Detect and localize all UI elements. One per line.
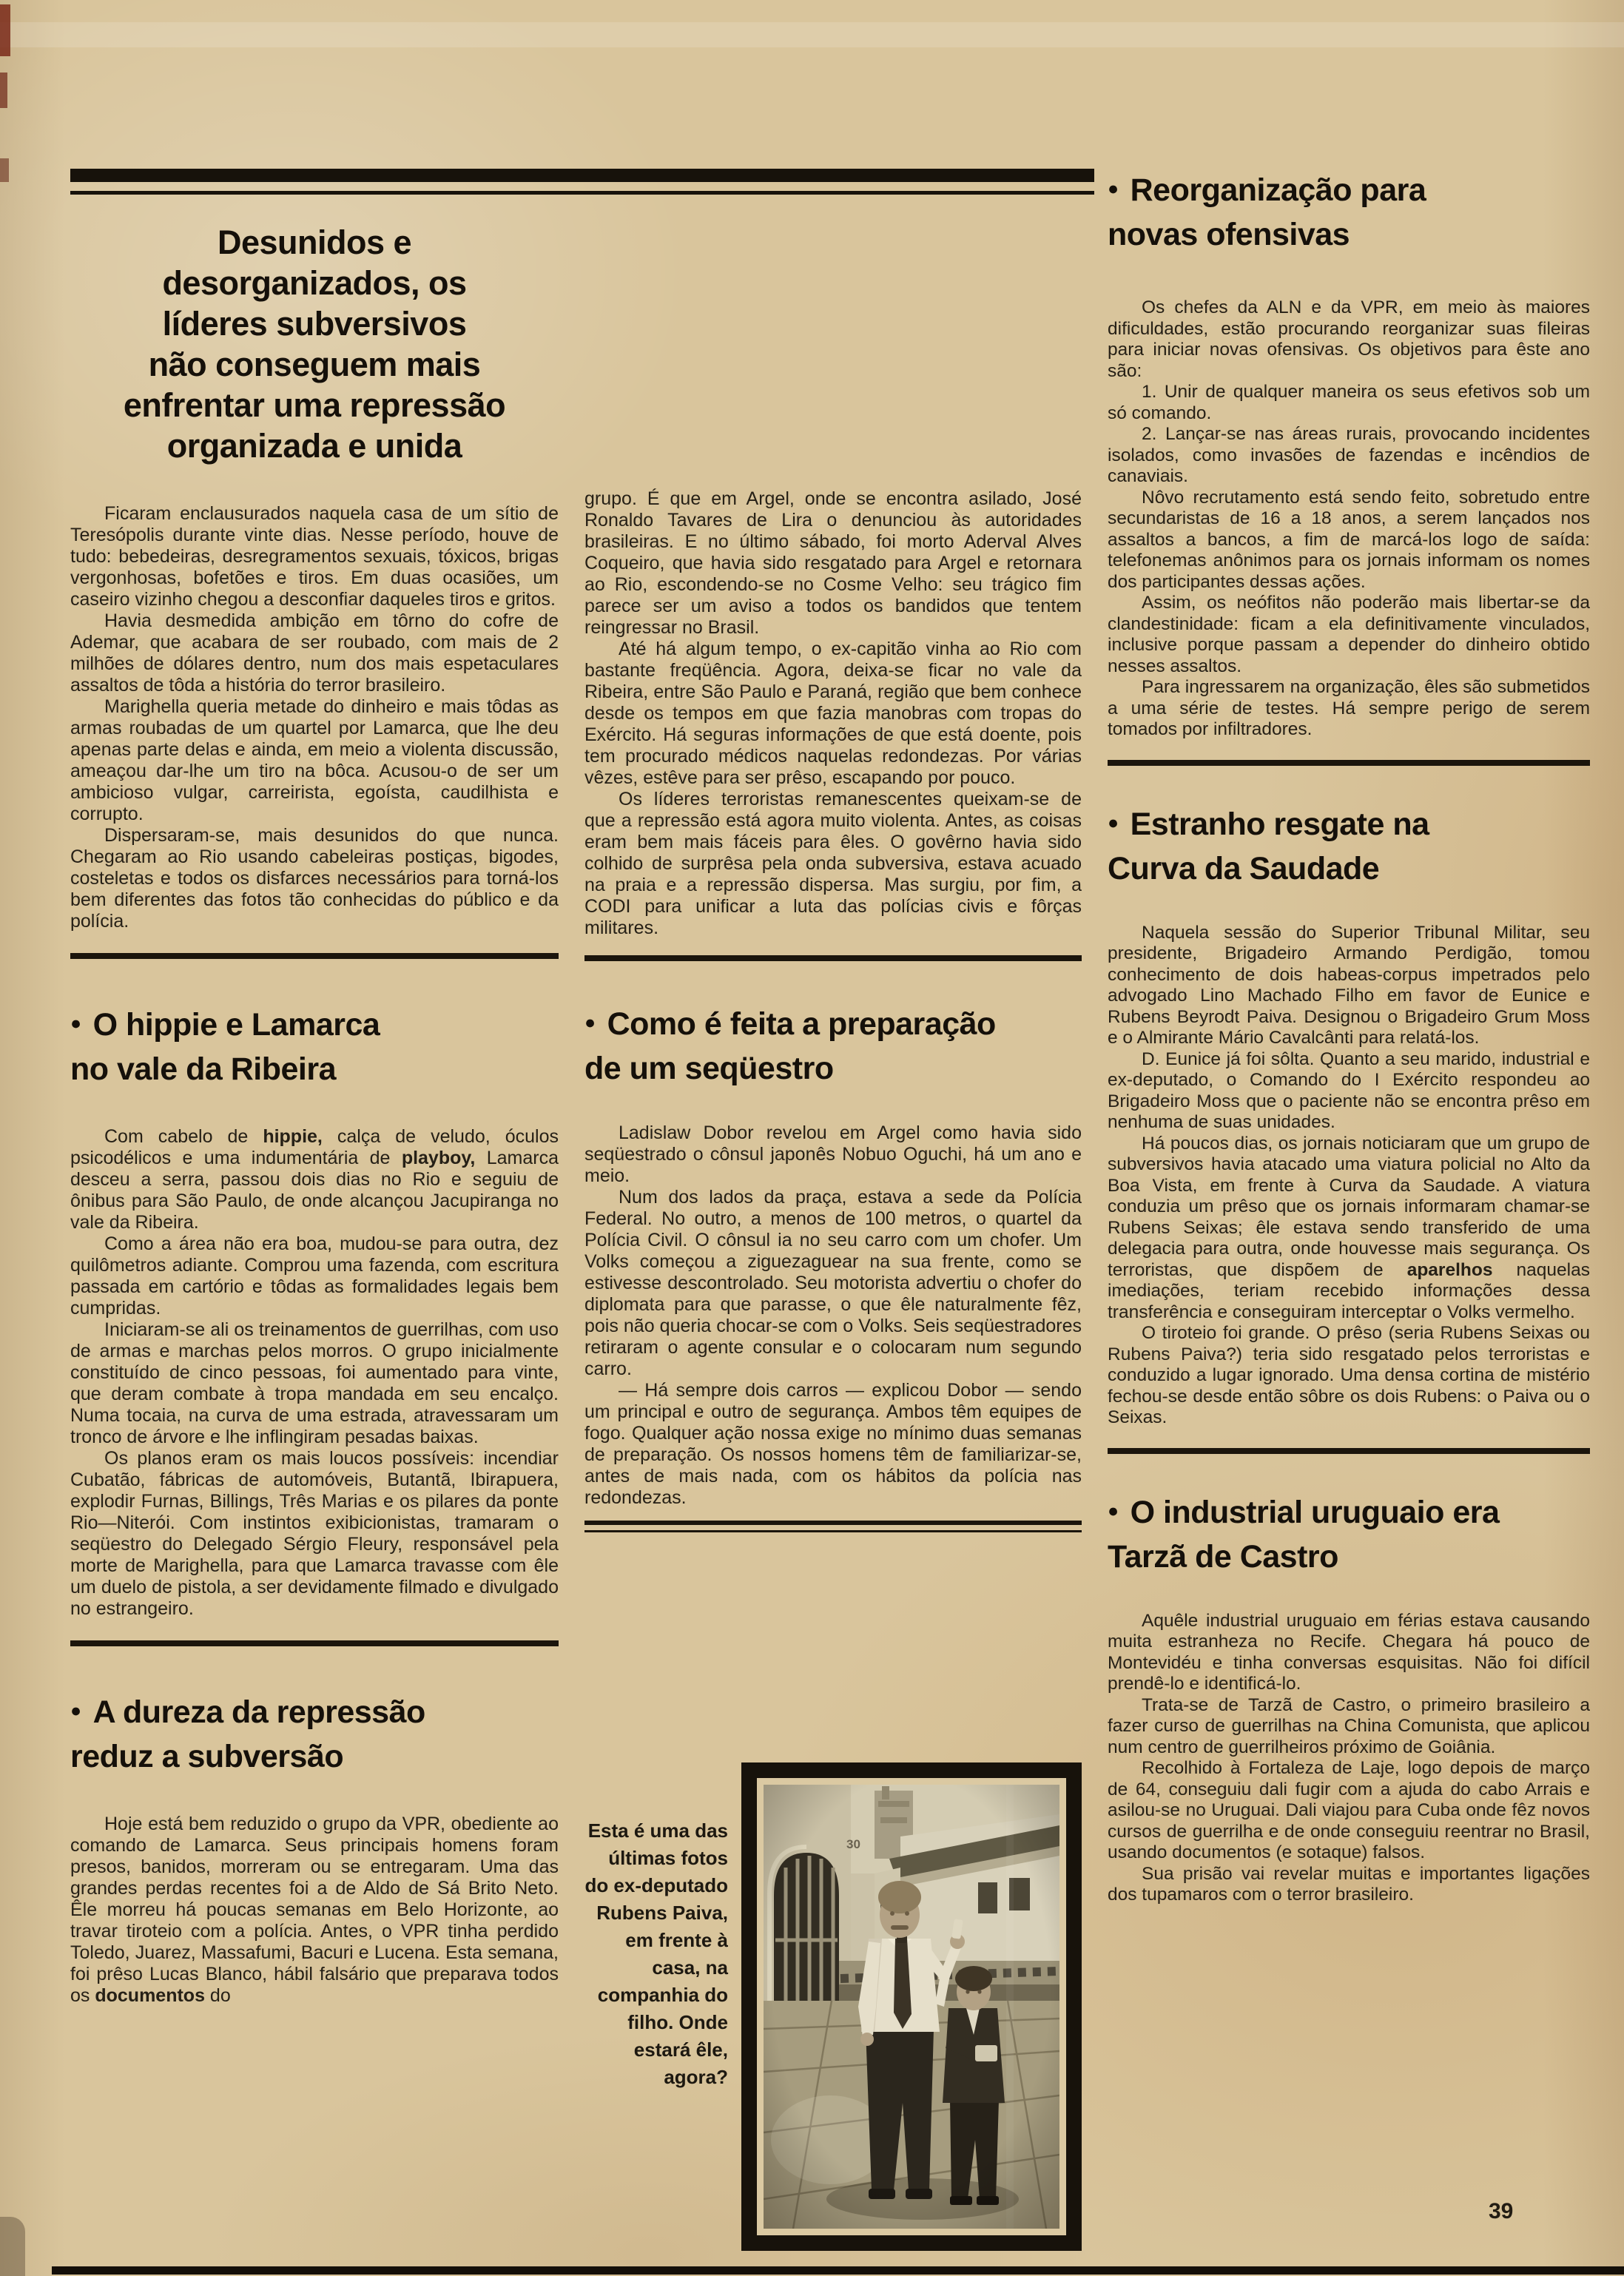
section-divider (70, 953, 559, 959)
paragraph: Os líderes terroristas remanescentes queixam-se de que a repressão está agora muito violenta. Antes, as coisas eram bem mais fáceis para êles. O govêrno havia sido colhido de surprêsa pela onda subversiva, estava acuado na praia e a repressão dispersa. Mas surgiu, por fim, a CODI para unificar a luta das polícias civis e fôrças militares. (584, 789, 1082, 938)
section-divider (1108, 760, 1590, 766)
section-title-line: Como é feita a preparação (607, 1006, 996, 1042)
paragraph: Como a área não era boa, mudou-se para outra, dez quilômetros adiante. Comprou uma fazenda, com escritura passada em cartório e tôdas as formalidades legais bem cumpridas. (70, 1233, 559, 1319)
paragraph: Nôvo recrutamento está sendo feito, sobretudo entre secundaristas de 16 a 18 anos, a serem lançados nos assaltos a bancos, a fim de marcá-los logo de saída: telefonemas anônimos para os jornais informam os nomes dos participantes dessas ações. (1108, 487, 1590, 592)
section-title-line: novas ofensivas (1108, 217, 1350, 252)
left-column (70, 222, 559, 2007)
section-title (1108, 170, 1590, 255)
photo-vignette (764, 1785, 1059, 2229)
page-number: 39 (1489, 2199, 1514, 2223)
section-title-line: Estranho resgate na (1130, 806, 1429, 842)
paragraph: Marighella queria metade do dinheiro e mais tôdas as armas roubadas de um quartel por Lamarca, que lhe deu apenas parte delas e ainda, em meio a violenta discussão, ameaçou dar-lhe um tiro na bôca. Acusou-o de ser um ambicioso vulgar, carreirista, egoísta, caudilhista e corrupto. (70, 696, 559, 824)
paragraph: Com cabelo de hippie, calça de veludo, óculos psicodélicos e uma indumentária de playboy, Lamarca desceu a serra, passou dois dias no Rio e seguiu de ônibus para São Paulo, de onde alcançou Jacupiranga no vale da Ribeira. (70, 1126, 559, 1233)
paragraph: Trata-se de Tarzã de Castro, o primeiro brasileiro a fazer curso de guerrilhas na China Comunista, que aplicou num centro de guerrilheiros próximo de Goiânia. (1108, 1694, 1590, 1757)
paragraph: Num dos lados da praça, estava a sede da Polícia Federal. No outro, a menos de 100 metros, o quartel da Polícia Civil. O cônsul ia no seu carro com um chofer. Um Volks começou a ziguezaguear na sua frente, como se estivesse descontrolado. Seu motorista advertiu o chofer do diplomata para que parasse, o que êle naturalmente fêz, pois não queria chocar-se com o Volks. Seis seqüestradores retiraram o agente consular e o colocaram num segundo carro. (584, 1187, 1082, 1379)
photo-block (584, 1762, 1082, 2251)
scan-artifact-red-mark (0, 4, 10, 56)
paragraph: grupo. É que em Argel, onde se encontra asilado, José Ronaldo Tavares de Lira o denunciou às autoridades brasileiras. E no último sábado, foi morto Aderval Alves Coqueiro, que havia sido resgatado para Argel e retornara ao Rio, escondendo-se no Cosme Velho: seu trágico fim parece ser um aviso a todos os bandidos que tentem reingressar no Brasil. (584, 488, 1082, 638)
paragraph: Para ingressarem na organização, êles são submetidos a uma série de testes. Há sempre perigo de serem tomados por infiltradores. (1108, 677, 1590, 739)
bullet-icon: ● (1108, 1500, 1119, 1521)
bullet-icon: ● (1108, 812, 1119, 833)
paragraph: Aquêle industrial uruguaio em férias estava causando muita estranheza no Recife. Chegara há pouco de Montevidéu e tinha conversas esquisitas. Não foi difícil prendê-lo e identificá-lo. (1108, 1610, 1590, 1694)
section-title-line: no vale da Ribeira (70, 1051, 337, 1087)
paragraph: Recolhido à Fortaleza de Laje, logo depois de março de 64, conseguiu dali fugir com a ajuda do cabo Arrais e asilou-se no Uruguai. Dali viajou para Cuba onde fêz novos cursos de guerrilha e de onde conseguiu reentrar no Brasil, usando documentos (e sotaque) falsos. (1108, 1758, 1590, 1862)
paragraph: Até há algum tempo, o ex-capitão vinha ao Rio com bastante freqüência. Agora, deixa-se ficar no vale da Ribeira, entre São Paulo e Paraná, região que bem conhece desde os tempos em que fazia manobras com tropas do Exército. Há seguras informações de que está doente, pois tem procurado médicos naquelas redondezas. Por várias vêzes, estêve para ser prêso, escapando por pouco. (584, 639, 1082, 788)
section-title (584, 1004, 1082, 1088)
section-title-line: de um seqüestro (584, 1051, 834, 1086)
paragraph: O tiroteio foi grande. O prêso (seria Rubens Seixas ou Rubens Paiva?) teria sido resgatado pelos terroristas e conduzido a lugar ignorado. Uma densa cortina de mistério fechou-se desde então sôbre os dois Rubens: o Paiva ou o Seixas. (1108, 1323, 1590, 1427)
paragraph: Naquela sessão do Superior Tribunal Militar, seu presidente, Brigadeiro Armando Perdigão, tomou conhecimento de dois habeas-corpus impetrados pelo advogado Lino Machado Filho em favor de Eunice e Rubens Beyrodt Paiva. Designou o Brigadeiro Grum Moss e o Almirante Mário Cavalcânti para relatá-los. (1108, 922, 1590, 1048)
paragraph: Ficaram enclausurados naquela casa de um sítio de Teresópolis durante vinte dias. Nesse período, houve de tudo: bebedeiras, desregramentos sexuais, tóxicos, brigas vergonhosas, bofetões e tiros. Em duas ocasiões, um caseiro vizinho chegou a desconfiar daqueles tiros e gritos. (70, 503, 559, 610)
page-title (70, 222, 559, 466)
section-title-line: reduz a subversão (70, 1739, 344, 1774)
section-divider (1108, 1448, 1590, 1454)
paragraph: Há poucos dias, os jornais noticiaram que um grupo de subversivos havia atacado uma viatura policial no Alto da Boa Vista, em frente à Curva da Saudade. A viatura conduzia um prêso que os jornais informaram chamar-se Rubens Seixas; êle estava sendo transferido de uma delegacia para outra, onde houvesse mais segurança. Os terroristas, que dispõem de aparelhos naquelas imediações, teriam recebido informações dessa transferência e conseguiram interceptar o Volks vermelho. (1108, 1133, 1590, 1322)
section-title (1108, 1492, 1590, 1577)
headline-line: líderes subversivos (162, 305, 467, 343)
section-end-divider (584, 1521, 1082, 1532)
bullet-icon: ● (584, 1012, 596, 1033)
paragraph: — Há sempre dois carros — explicou Dobor — sendo um principal e outro de segurança. Ambos têm equipes de fogo. Qualquer ação nossa exige no mínimo duas semanas de preparação. Os nossos homens têm de familiarizar-se, antes de mais nada, com os hábitos da polícia nas redondezas. (584, 1380, 1082, 1508)
paragraph: Ladislaw Dobor revelou em Argel como havia sido seqüestrado o cônsul japonês Nobuo Oguchi, há um ano e meio. (584, 1122, 1082, 1186)
photo-illustration (764, 1785, 1059, 2229)
section-title-line: Reorganização para (1130, 172, 1426, 208)
paragraph: Os chefes da ALN e da VPR, em meio às maiores dificuldades, estão procurando reorganizar suas fileiras para iniciar novas ofensivas. Os objetivos para êste ano são: (1108, 297, 1590, 381)
scan-artifact-red-mark (0, 73, 7, 108)
paragraph: 1. Unir de qualquer maneira os seus efetivos sob um só comando. (1108, 382, 1590, 423)
headline-line: Desunidos e (217, 223, 412, 261)
paragraph: Assim, os neófitos não poderão mais libertar-se da clandestinidade: ficam a ela definitivamente vinculados, inclusive porque passam a depender do dinheiro obtido nesses assaltos. (1108, 593, 1590, 676)
paragraph: Iniciaram-se ali os treinamentos de guerrilhas, com uso de armas e marchas pelos morros. O grupo inicialmente constituído de cinco pessoas, foi aumentado para vinte, que deram combate à tropa mandada em seu encalço. Numa tocaia, na curva de uma estrada, atravessaram um tronco de árvore e lhe inflingiram pesadas baixas. (70, 1319, 559, 1447)
headline-line: organizada e unida (166, 427, 462, 465)
section-title (70, 1005, 559, 1089)
headline-line: não conseguem mais (148, 346, 481, 383)
section-title (70, 1692, 559, 1777)
section-title-line: A dureza da repressão (92, 1694, 425, 1730)
bullet-icon: ● (1108, 178, 1119, 199)
middle-column (584, 488, 1082, 1532)
headline-line: desorganizados, os (162, 264, 467, 302)
top-rule-thick (70, 169, 1094, 182)
paragraph: Os planos eram os mais loucos possíveis: incendiar Cubatão, fábricas de automóveis, Butantã, Ibirapuera, explodir Furnas, Billings, Três Marias e os pilares da ponte Rio—Niterói. Com instintos exibicionistas, tramaram o seqüestro do Delegado Sérgio Fleury, responsável pela morte de Marighella, para que Lamarca travasse com êle um duelo de pistola, a ser devidamente filmado e divulgado no estrangeiro. (70, 1448, 559, 1619)
top-rule-thin (70, 191, 1094, 195)
right-column (1108, 170, 1590, 1906)
bullet-icon: ● (70, 1013, 81, 1034)
scan-light-streak (0, 22, 1624, 47)
section-title-line: O hippie e Lamarca (92, 1007, 380, 1043)
scan-artifact-red-mark (0, 158, 9, 182)
photo-caption: Esta é uma das últimas fotos do ex-deputado Rubens Paiva, em frente à casa, na companhia do filho. Onde estará êle, agora? (584, 1819, 728, 2088)
scan-artifact-corner-smudge (0, 2217, 25, 2276)
paragraph: 2. Lançar-se nas áreas rurais, provocando incidentes isolados, como invasões de fazendas e incêndios de canaviais. (1108, 424, 1590, 486)
bullet-icon: ● (70, 1700, 81, 1721)
headline-line: enfrentar uma repressão (123, 386, 506, 424)
paragraph: Sua prisão vai revelar muitas e importantes ligações dos tupamaros com o terror brasileiro. (1108, 1863, 1590, 1905)
section-title-line: Curva da Saudade (1108, 850, 1380, 886)
section-divider (70, 1640, 559, 1646)
paragraph: D. Eunice já foi sôlta. Quanto a seu marido, industrial e ex-deputado, o Comando do I Exército respondeu ao Brigadeiro Moss que o paciente não se encontra prêso em nenhuma de suas unidades. (1108, 1048, 1590, 1132)
paragraph: Dispersaram-se, mais desunidos do que nunca. Chegaram ao Rio usando cabeleiras postiças, bigodes, costeletas e todos os disfarces necessários para torná-los bem diferentes das fotos tão conhecidas do público e da polícia. (70, 825, 559, 932)
section-title (1108, 804, 1590, 889)
photo-frame (741, 1762, 1082, 2251)
section-title-line: Tarzã de Castro (1108, 1538, 1338, 1575)
paragraph: Havia desmedida ambição em tôrno do cofre de Ademar, que acabara de ser roubado, com mais de 2 milhões de dólares dentro, num dos mais espetaculares assaltos de tôda a história do terror brasileiro. (70, 610, 559, 696)
section-divider (584, 955, 1082, 961)
section-title-line: O industrial uruguaio era (1130, 1494, 1500, 1530)
scan-bottom-edge (52, 2266, 1624, 2275)
paragraph: Hoje está bem reduzido o grupo da VPR, obediente ao comando de Lamarca. Seus principais homens foram presos, banidos, morreram ou se entregaram. Uma das grandes perdas recentes foi a de Aldo de Sá Brito Neto. Êle morreu há poucas semanas em Belo Horizonte, ao travar tiroteio com a polícia. Antes, o VPR tinha perdido Toledo, Juarez, Massafumi, Bacuri e Lucena. Esta semana, foi prêso Lucas Blanco, hábil falsário que preparava todos os documentos do (70, 1814, 559, 2006)
